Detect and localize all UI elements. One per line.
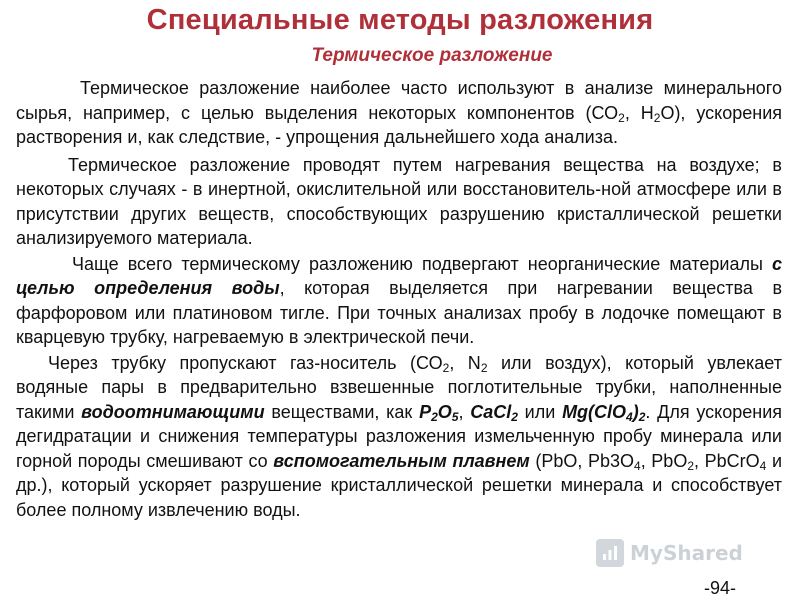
p1-subscript-co2: 2 bbox=[618, 110, 625, 125]
formula-p2o5-sub1: 2 bbox=[431, 409, 438, 424]
p4-text-i: , PbO bbox=[640, 450, 688, 471]
p4-text-b: , N bbox=[449, 352, 481, 373]
formula-mgclo4-b: ) bbox=[632, 401, 639, 422]
p4-text-a: Через трубку пропускают газ-носитель (СО bbox=[48, 352, 443, 373]
section-subtitle: Термическое разложение bbox=[311, 45, 553, 66]
p1-text-a: Термическое разложение наиболее часто используют в анализе минерального сырья, например, с целью выделения некоторых компонентов (СО bbox=[16, 78, 782, 123]
formula-p2o5-sub2: 5 bbox=[451, 409, 459, 424]
p3-text-a: Чаще всего термическому разложению подвергают неорганические материалы bbox=[72, 253, 772, 274]
page-number: -94- bbox=[704, 578, 737, 598]
body-text bbox=[16, 76, 782, 522]
formula-mgclo4-sub1: 4 bbox=[626, 409, 633, 424]
paragraph-3 bbox=[16, 252, 782, 350]
p4-text-d: веществами, как bbox=[264, 401, 420, 422]
p1-subscript-h2o: 2 bbox=[653, 110, 661, 125]
p1-text-c: О), ускорения растворения и, как следствие, - упрощения дальнейшего хода анализа. bbox=[16, 102, 782, 147]
p3-emphasis: с целью определения воды bbox=[16, 253, 782, 298]
formula-cacl2 bbox=[470, 402, 518, 422]
formula-p2o5 bbox=[419, 402, 458, 422]
p4-text-j: , PbCrO bbox=[694, 450, 760, 471]
p4-subscript-co2: 2 bbox=[442, 360, 450, 375]
watermark-text: MyShared bbox=[630, 541, 743, 565]
p4-text-k: и др.), который ускоряет разрушение кристаллической решетки минерала и способствует более полному извлечению воды. bbox=[16, 450, 782, 520]
p2-text: Термическое разложение проводят путем нагревания вещества на воздухе; в некоторых случаях - в инертной, окислительной или восстановитель-ной атмосфере или в присутствии других веществ, способствующих разрушению кристаллической решетки анализируемого материала. bbox=[16, 154, 782, 248]
p4-text-c: или воздух), который увлекает водяные пары в предварительно взвешенные поглотительные трубки, наполненные такими bbox=[16, 352, 782, 422]
formula-p2o5-p: Р bbox=[419, 401, 432, 422]
formula-mgclo4-a: Mg(ClO bbox=[562, 401, 627, 422]
page-title: Специальные методы разложения bbox=[146, 4, 654, 36]
formula-cacl2-base: CaCl bbox=[470, 401, 512, 422]
p4-text-g: . Для ускорения дегидратации и снижения температуры разложения измельченную пробу минерала или горной породы смешивают со bbox=[16, 401, 783, 471]
p4-subscript-n2: 2 bbox=[480, 360, 488, 375]
p4-subscript-pbo2: 2 bbox=[687, 458, 695, 473]
p4-emphasis-dehydrating: водоотнимающими bbox=[81, 401, 265, 422]
p4-emphasis-flux: вспомогательным плавнем bbox=[273, 450, 530, 471]
formula-p2o5-o: О bbox=[437, 401, 452, 422]
formula-mgclo4-sub2: 2 bbox=[638, 409, 646, 424]
formula-cacl2-sub: 2 bbox=[511, 409, 518, 424]
p4-text-e: , bbox=[458, 401, 471, 422]
myshared-logo-icon bbox=[596, 539, 624, 567]
formula-mgclo4 bbox=[562, 402, 645, 422]
p4-text-h: (PbO, Pb3O bbox=[529, 450, 634, 471]
paragraph-1 bbox=[16, 76, 782, 150]
p1-text-b: , Н bbox=[624, 102, 654, 123]
paragraph-4 bbox=[16, 351, 782, 523]
p4-subscript-pbcro4: 4 bbox=[759, 458, 767, 473]
paragraph-2 bbox=[16, 153, 782, 251]
p4-subscript-pb3o4: 4 bbox=[634, 458, 641, 473]
p4-text-f: или bbox=[517, 401, 563, 422]
p3-text-b: , которая выделяется при нагревании вещества в фарфоровом или платиновом тигле. При точных анализах пробу в лодочке помещают в кварцевую трубку, нагреваемую в электрической печи. bbox=[16, 278, 783, 347]
myshared-watermark bbox=[596, 538, 768, 568]
